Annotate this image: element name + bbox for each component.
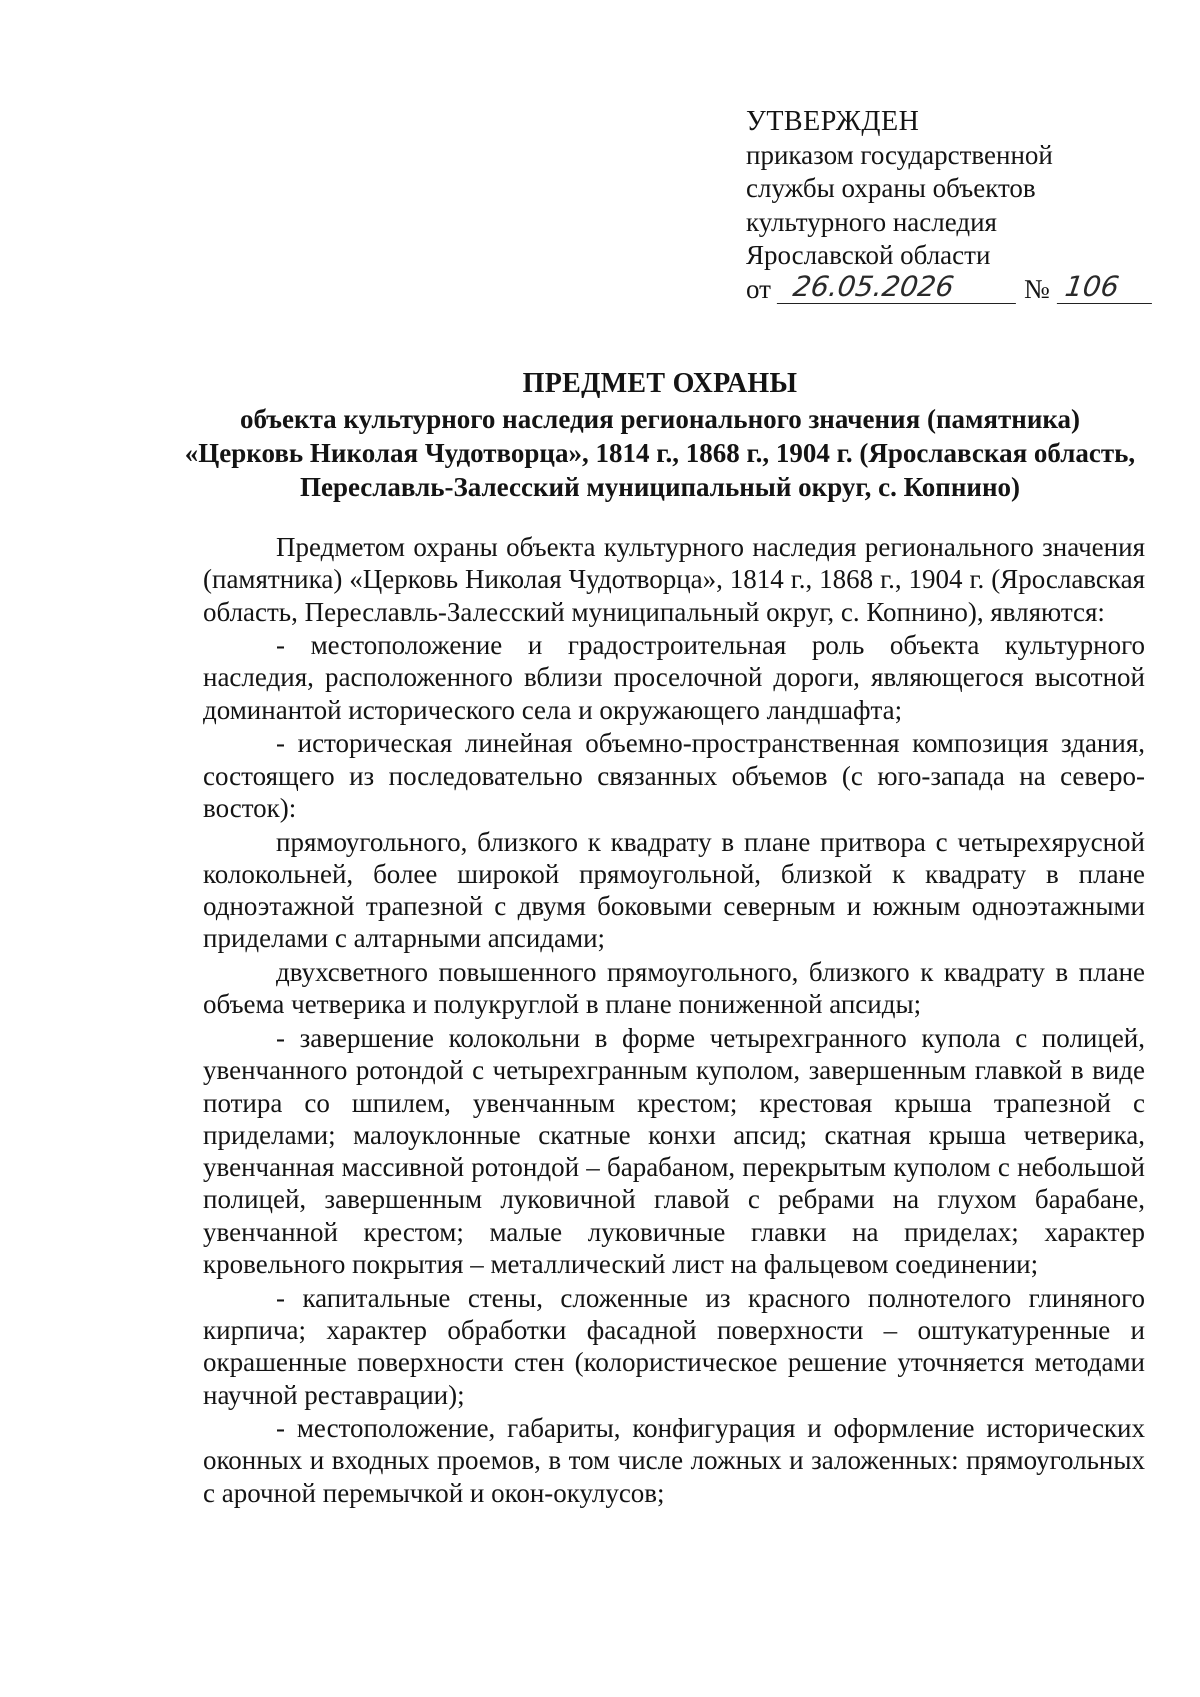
- paragraph: двухсветного повышенного прямоугольного, близкого к квадрату в плане объема четверика и полукруглой в плане пониженной апсиды;: [203, 957, 1145, 1020]
- document-heading: [180, 367, 1140, 504]
- paragraph: - капитальные стены, сложенные из красного полнотелого глиняного кирпича; характер обработки фасадной поверхности – оштукатуренные и окрашенные поверхности стен (колористическое решение уточняется методами научной реставрации);: [203, 1282, 1145, 1410]
- approval-line: Ярославской области: [746, 240, 991, 270]
- handwritten-number: 106: [1057, 273, 1156, 304]
- approval-date-row: [746, 269, 1166, 307]
- date-prefix: от: [746, 273, 771, 304]
- approval-line: службы охраны объектов: [746, 173, 1036, 203]
- approval-line: культурного наследия: [746, 206, 997, 237]
- approval-stamp: [746, 105, 1166, 307]
- paragraph: - завершение колокольни в форме четырехгранного купола с полицей, увенчанного ротондой с четырехгранным куполом, завершенным главкой в виде потира со шпилем, увенчанным крестом; крестовая крыша трапезной с приделами; малоуклонные скатные конхи апсид; скатная крыша четверика, увенчанная массивной ротондой – барабаном, перекрытым куполом с небольшой полицей, завершенным луковичной главой с ребрами на глухом барабане, увенчанной крестом; малые луковичные главки на приделах; характер кровельного покрытия – металлический лист на фальцевом соединении;: [203, 1022, 1145, 1280]
- number-prefix: №: [1024, 273, 1050, 304]
- document-body: [203, 531, 1145, 1510]
- document-subtitle: объекта культурного наследия регионального значения (памятника) «Церковь Николая Чудотворца», 1814 г., 1868 г., 1904 г. (Ярославская область, Переславль-Залесский муниципальный округ, с. Копнино): [184, 404, 1136, 502]
- handwritten-date: 26.05.2026: [777, 273, 1020, 304]
- document-title: ПРЕДМЕТ ОХРАНЫ: [522, 368, 798, 399]
- approval-line: приказом государственной: [746, 139, 1053, 170]
- paragraph: Предметом охраны объекта культурного наследия регионального значения (памятника) «Церковь Николая Чудотворца», 1814 г., 1868 г., 1904 г. (Ярославская область, Переславль-Залесский муниципальный округ, с. Копнино), являются:: [203, 532, 1145, 627]
- paragraph: - местоположение, габариты, конфигурация и оформление исторических оконных и входных проемов, в том числе ложных и заложенных: прямоугольных с арочной перемычкой и окон-окулусов;: [203, 1413, 1145, 1508]
- paragraph: - историческая линейная объемно-пространственная композиция здания, состоящего из последовательно связанных объемов (с юго-запада на северо-восток):: [203, 728, 1145, 823]
- paragraph: прямоугольного, близкого к квадрату в плане притвора с четырехярусной колокольней, более широкой прямоугольной, близкой к квадрату в плане одноэтажной трапезной с двумя боковыми северным и южным одноэтажными приделами с алтарными апсидами;: [203, 826, 1145, 954]
- approval-title: УТВЕРЖДЕН: [746, 106, 920, 137]
- paragraph: - местоположение и градостроительная роль объекта культурного наследия, расположенного вблизи проселочной дороги, являющегося высотной доминантой исторического села и окружающего ландшафта;: [203, 630, 1145, 725]
